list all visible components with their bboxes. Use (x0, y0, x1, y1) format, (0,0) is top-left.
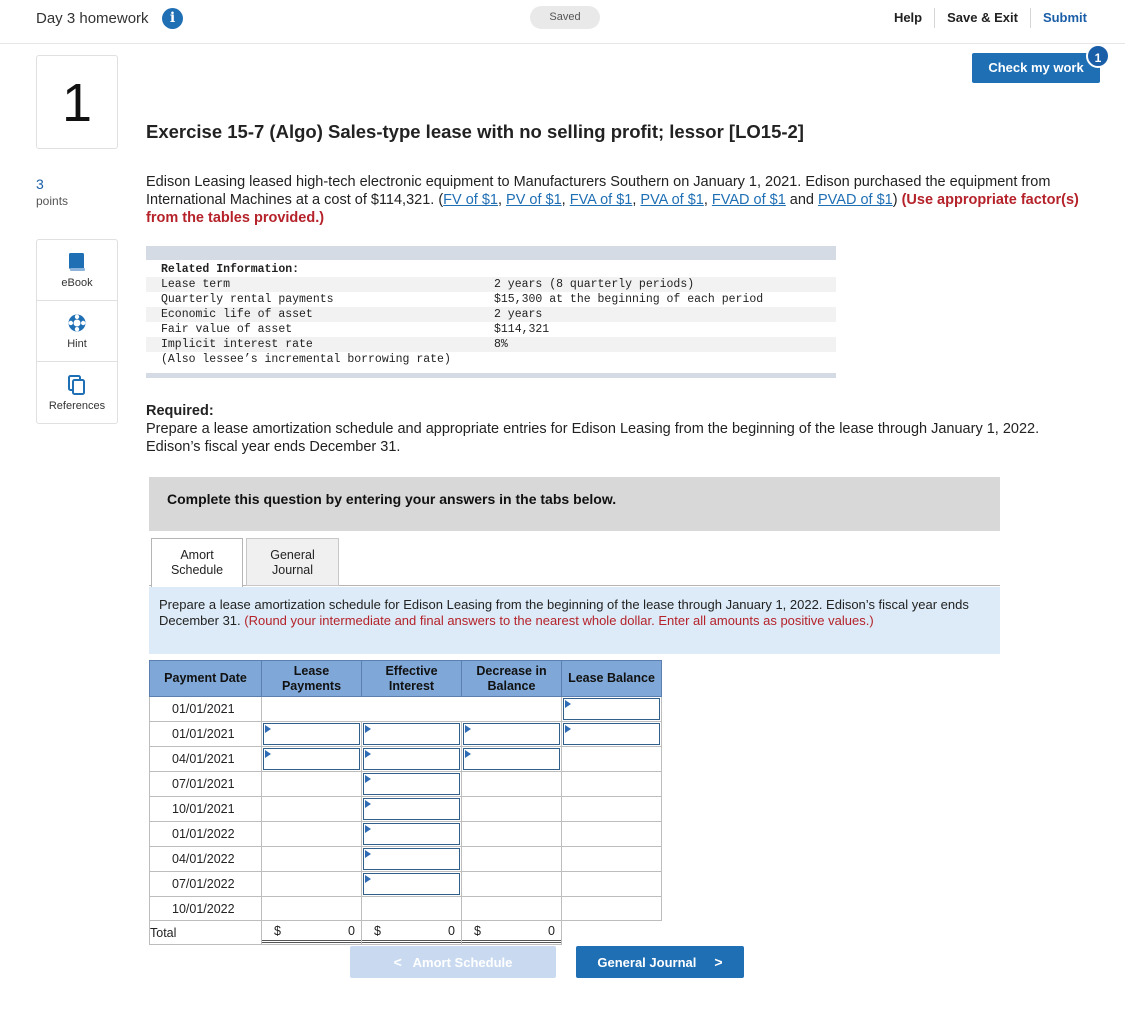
pva-link[interactable]: PVA of $1 (640, 192, 704, 208)
table-row (150, 797, 662, 822)
col-decrease-balance: Decrease in Balance (462, 661, 562, 697)
related-row: (Also lessee’s incremental borrowing rate) (161, 353, 451, 366)
payment-date: 01/01/2021 (150, 697, 262, 722)
complete-instructions: Complete this question by entering your answers in the tabs below. (149, 477, 1000, 531)
total-decrease-balance: 0 (548, 923, 555, 938)
lease-balance-input[interactable] (563, 723, 660, 745)
info-icon[interactable]: i (162, 8, 183, 29)
fvad-link[interactable]: FVAD of $1 (711, 192, 786, 208)
book-icon (68, 251, 86, 273)
exercise-intro: Edison Leasing leased high-tech electronic equipment to Manufacturers Southern on January 1, 2021. Edison purchased the equipment from International Machines at a cost of $114,321. (FV of $1, PV of $1, FVA of $1, PVA of $1, FVAD of $1 and PVAD of $1) (Use appropriate factor(s) from the tables provided.) (146, 174, 1079, 226)
lifebuoy-icon (67, 312, 87, 334)
payment-date: 01/01/2022 (150, 822, 262, 847)
active-tab-gap (152, 585, 242, 586)
table-row (150, 897, 662, 921)
question-number: 1 (36, 55, 118, 149)
related-info-bar-bottom (146, 373, 836, 378)
references-label: References (48, 399, 106, 412)
tab-instructions: Prepare a lease amortization schedule for Edison Leasing from the beginning of the lease through January 1, 2022. Edison’s fiscal year ends December 31. (Round your intermediate and final answers to the nearest whole dollar. Enter all amounts as positive values.) (149, 587, 1000, 654)
effective-interest-input[interactable] (363, 773, 460, 795)
effective-interest-input[interactable] (363, 848, 460, 870)
col-lease-payments: Lease Payments (262, 661, 362, 697)
tab-amort-schedule[interactable]: Amort Schedule (151, 538, 243, 587)
fv-link[interactable]: FV of $1 (443, 192, 498, 208)
lease-payment-input[interactable] (263, 748, 360, 770)
payment-date: 07/01/2022 (150, 872, 262, 897)
effective-interest-input[interactable] (363, 748, 460, 770)
required-label: Required: (146, 403, 214, 419)
decrease-balance-input[interactable] (463, 723, 560, 745)
table-row (150, 772, 662, 797)
payment-date: 01/01/2021 (150, 722, 262, 747)
effective-interest-input[interactable] (363, 823, 460, 845)
table-row (150, 822, 662, 847)
save-exit-link[interactable]: Save & Exit (934, 8, 1030, 28)
related-row: Quarterly rental payments $15,300 at the beginning of each period (161, 293, 764, 306)
prev-tab-button[interactable]: < Amort Schedule (350, 946, 556, 978)
points-label: points (36, 194, 69, 208)
total-label: Total (150, 921, 262, 945)
lease-balance-input[interactable] (563, 698, 660, 720)
pvad-link[interactable]: PVAD of $1 (818, 192, 893, 208)
hint-button[interactable] (37, 301, 117, 362)
effective-interest-input[interactable] (363, 798, 460, 820)
effective-interest-input[interactable] (363, 873, 460, 895)
table-row (150, 722, 662, 747)
copy-icon (68, 374, 86, 396)
table-row (150, 872, 662, 897)
table-row (150, 697, 662, 722)
exercise-title: Exercise 15-7 (Algo) Sales-type lease with no selling profit; lessor [LO15-2] (146, 121, 804, 142)
col-payment-date: Payment Date (150, 661, 262, 697)
tools-panel (36, 239, 118, 424)
col-effective-interest: Effective Interest (362, 661, 462, 697)
check-my-work-button[interactable]: Check my work (972, 53, 1100, 83)
rounding-note: (Round your intermediate and final answers to the nearest whole dollar. Enter all amounts as positive values.) (244, 613, 874, 628)
amortization-table (149, 660, 662, 945)
required-text: Prepare a lease amortization schedule and appropriate entries for Edison Leasing from the beginning of the lease through January 1, 2022. Edison’s fiscal year ends December 31. (146, 421, 1040, 455)
required-section (146, 402, 1086, 456)
submit-link[interactable]: Submit (1030, 8, 1099, 28)
hint-label: Hint (67, 338, 87, 350)
saved-status: Saved (530, 6, 600, 29)
tab-general-journal[interactable]: General Journal (246, 538, 339, 586)
table-row (150, 847, 662, 872)
payment-date: 04/01/2022 (150, 847, 262, 872)
references-button[interactable] (37, 362, 117, 423)
factor-note: (Use appropriate factor(s) from the tables provided.) (146, 192, 1079, 226)
related-info-bar-top (146, 246, 836, 260)
payment-date: 07/01/2021 (150, 772, 262, 797)
fva-link[interactable]: FVA of $1 (569, 192, 633, 208)
points-value: 3 (36, 176, 44, 192)
top-bar (0, 0, 1125, 44)
next-tab-button[interactable]: General Journal > (576, 946, 744, 978)
table-row (150, 747, 662, 772)
ebook-button[interactable] (37, 240, 117, 301)
effective-interest-input[interactable] (363, 723, 460, 745)
related-row: Implicit interest rate 8% (146, 337, 836, 352)
total-effective-interest: 0 (448, 923, 455, 938)
chevron-right-icon: > (714, 954, 723, 970)
payment-date: 04/01/2021 (150, 747, 262, 772)
chevron-left-icon: < (393, 954, 402, 970)
help-link[interactable]: Help (893, 10, 923, 25)
related-row: Fair value of asset $114,321 (161, 323, 550, 336)
related-info (146, 262, 836, 367)
pv-link[interactable]: PV of $1 (506, 192, 562, 208)
lease-payment-input[interactable] (263, 723, 360, 745)
col-lease-balance: Lease Balance (562, 661, 662, 697)
related-row: Economic life of asset 2 years (146, 307, 836, 322)
top-links (882, 0, 1099, 36)
payment-date: 10/01/2022 (150, 897, 262, 921)
ebook-label: eBook (61, 277, 93, 289)
assignment-title: Day 3 homework (36, 10, 149, 27)
decrease-balance-input[interactable] (463, 748, 560, 770)
payment-date: 10/01/2021 (150, 797, 262, 822)
related-info-heading: Related Information: (161, 263, 300, 276)
check-count-badge: 1 (1086, 44, 1110, 68)
total-lease-payments: 0 (348, 923, 355, 938)
total-row: Total $ 0 $ 0 $ 0 (150, 921, 662, 945)
related-row: Lease term 2 years (8 quarterly periods) (146, 277, 836, 292)
